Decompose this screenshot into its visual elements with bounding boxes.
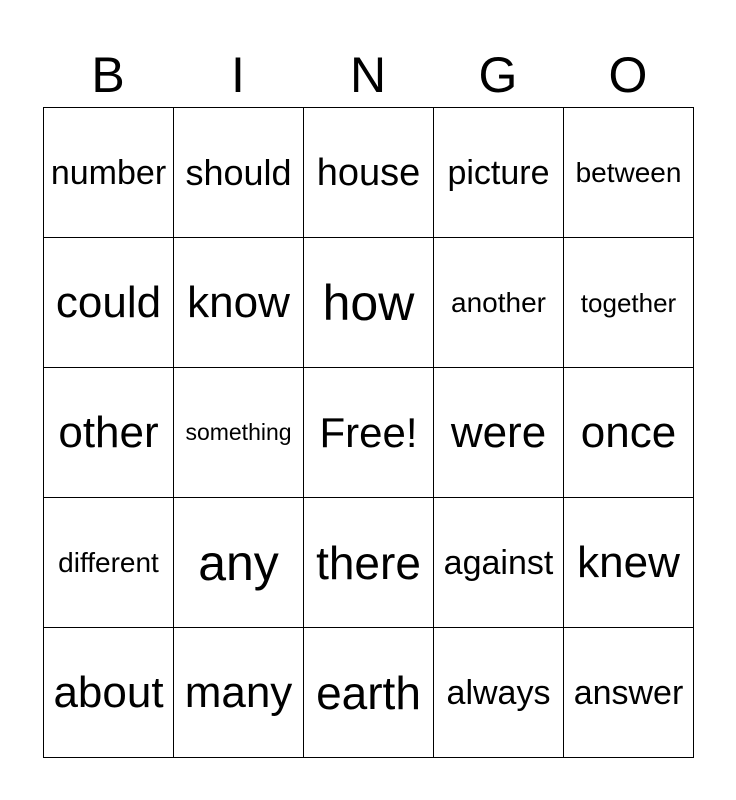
bingo-board	[43, 107, 694, 758]
bingo-cell: different	[44, 498, 174, 628]
bingo-cell: many	[174, 628, 304, 758]
bingo-cell: were	[434, 368, 564, 498]
bingo-cell: any	[174, 498, 304, 628]
bingo-cell: picture	[434, 108, 564, 238]
bingo-header	[43, 44, 693, 106]
bingo-cell: should	[174, 108, 304, 238]
bingo-cell: always	[434, 628, 564, 758]
bingo-cell: number	[44, 108, 174, 238]
bingo-cell: answer	[564, 628, 694, 758]
header-letter-b: B	[91, 47, 125, 103]
bingo-cell: could	[44, 238, 174, 368]
bingo-cell: earth	[304, 628, 434, 758]
bingo-cell: house	[304, 108, 434, 238]
bingo-cell: once	[564, 368, 694, 498]
bingo-cell: how	[304, 238, 434, 368]
header-letter-o: O	[608, 47, 648, 103]
bingo-cell: know	[174, 238, 304, 368]
bingo-cell: about	[44, 628, 174, 758]
header-letter-g: G	[478, 47, 518, 103]
bingo-cell: against	[434, 498, 564, 628]
bingo-cell: between	[564, 108, 694, 238]
bingo-cell: there	[304, 498, 434, 628]
bingo-cell: together	[564, 238, 694, 368]
bingo-cell: another	[434, 238, 564, 368]
bingo-cell: knew	[564, 498, 694, 628]
free-space-cell: Free!	[304, 368, 434, 498]
bingo-cell: other	[44, 368, 174, 498]
bingo-cell: something	[174, 368, 304, 498]
header-letter-i: I	[231, 47, 245, 103]
header-letter-n: N	[349, 47, 387, 103]
